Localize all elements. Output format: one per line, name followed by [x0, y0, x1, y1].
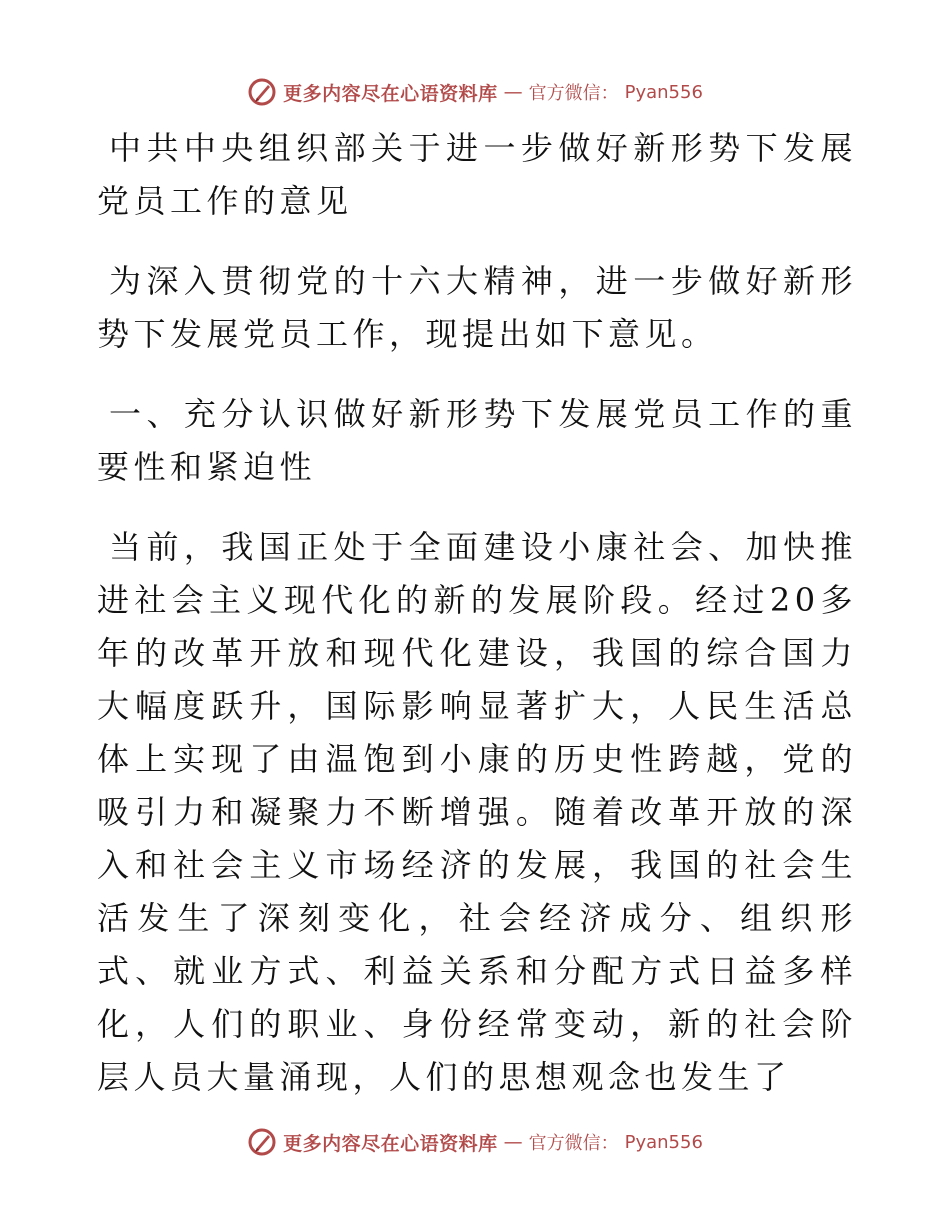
watermark-site-text: 更多内容尽在心语资料库 [283, 1132, 498, 1155]
section-1-heading: 一、充分认识做好新形势下发展党员工作的重要性和紧迫性 [97, 395, 857, 486]
watermark-dash: — [503, 1131, 523, 1153]
section-1-body: 当前，我国正处于全面建设小康社会、加快推进社会主义现代化的新的发展阶段。经过20多年的改革开放和现代化建设，我国的综合国力大幅度跃升，国际影响显著扩大，人民生活总体上实现了由温饱到小康的历史性跨越，党的吸引力和凝聚力不断增强。随着改革开放的深入和社会主义市场经济的发展，我国的社会生活发生了深刻变化，社会经济成分、组织形式、就业方式、利益关系和分配方式日益多样化，人们的职业、身份经常变动，新的社会阶层人员大量涌现，人们的思想观念也发生了 [97, 528, 857, 1096]
watermark-wechat-label: 官方微信： [528, 1133, 619, 1154]
watermark-wechat-id: Pyan556 [624, 81, 703, 103]
quill-logo-icon [247, 1127, 277, 1157]
document-body [97, 122, 857, 1131]
document-title: 中共中央组织部关于进一步做好新形势下发展党员工作的意见 [97, 129, 857, 220]
intro-paragraph: 为深入贯彻党的十六大精神，进一步做好新形势下发展党员工作，现提出如下意见。 [97, 262, 857, 353]
watermark-wechat-id: Pyan556 [624, 1131, 703, 1153]
watermark-site-text: 更多内容尽在心语资料库 [283, 82, 498, 105]
header-watermark [0, 72, 950, 112]
watermark-wechat-label: 官方微信： [528, 83, 619, 104]
watermark-dash: — [503, 81, 523, 103]
quill-logo-icon [247, 77, 277, 107]
footer-watermark [0, 1122, 950, 1162]
